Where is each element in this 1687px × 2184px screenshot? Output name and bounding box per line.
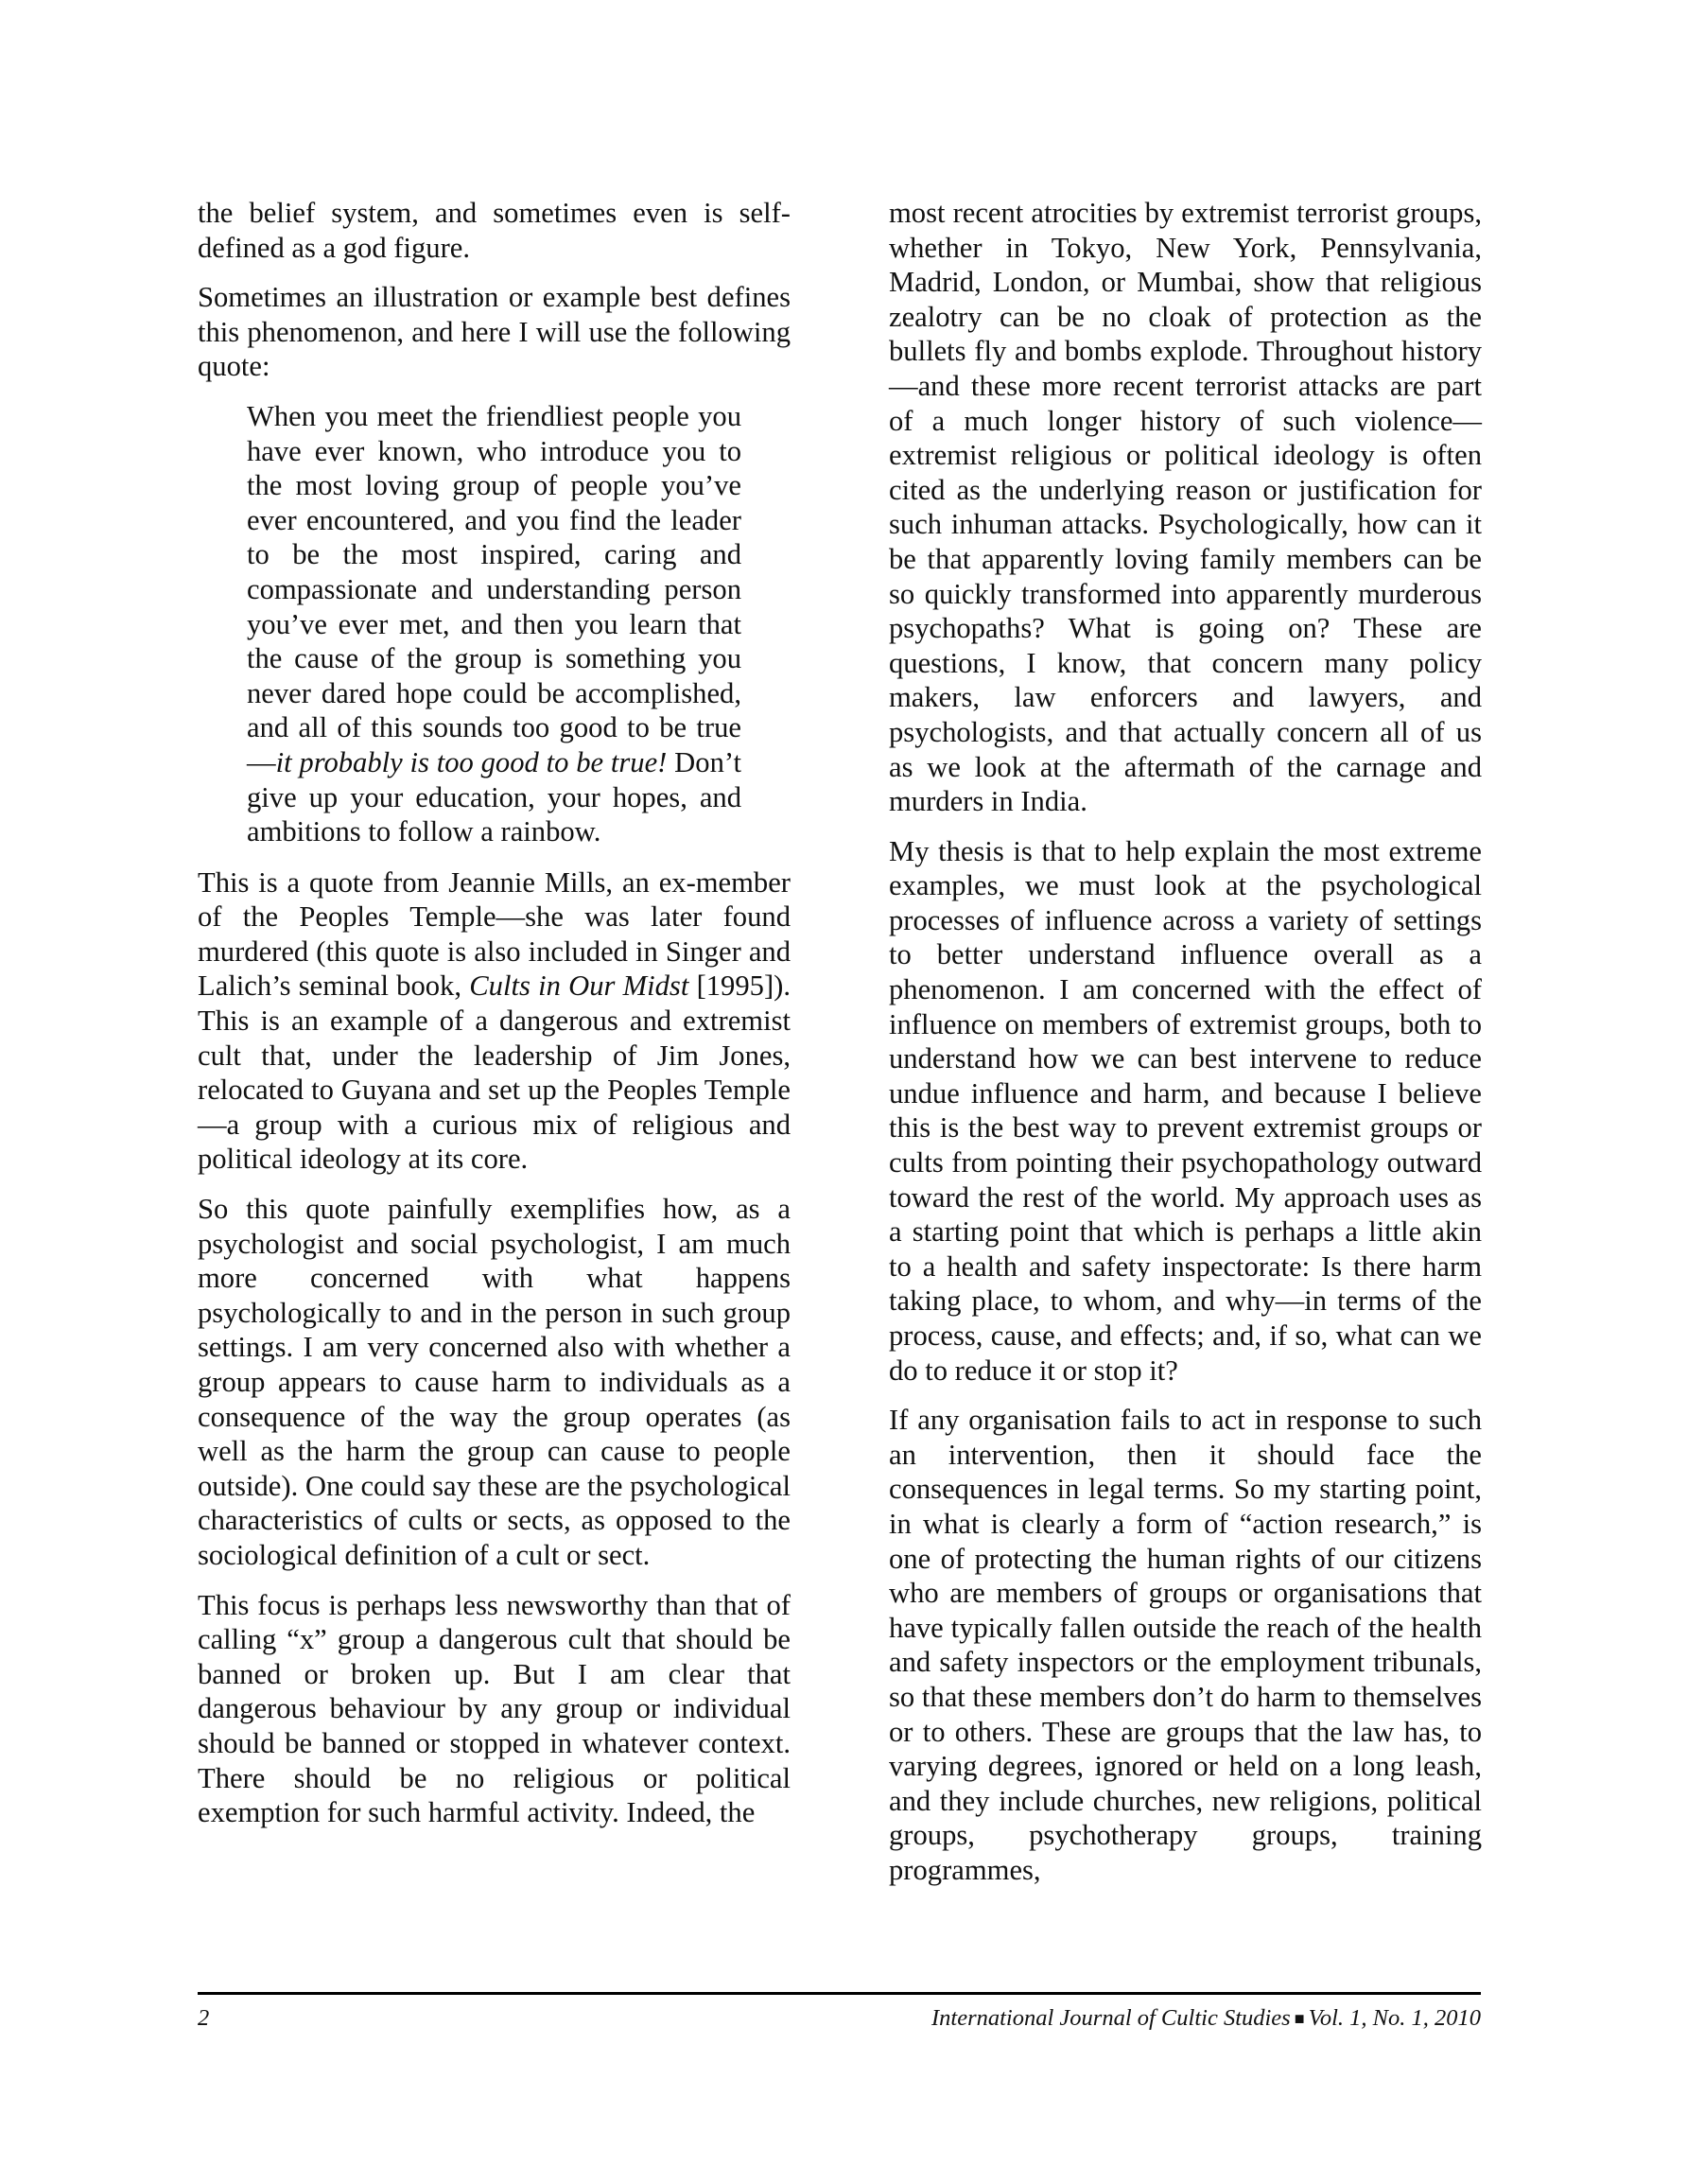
paragraph-atrocities: most recent atrocities by extremist terrorist groups, whether in Tokyo, New York, Pennsylvania, Madrid, London, or Mumbai, show that religious zealotry can be no cloak of protection as the bullets fly and bombs explode. Throughout history—and these more recent terrorist attacks are part of a much longer history of such violence—extremist religious or political ideology is often cited as the underlying reason or justification for such inhuman attacks. Psychologically, how can it be that apparently loving family members can be so quickly transformed into apparently murderous psychopaths? What is going on? These are questions, I know, that concern many policy makers, law enforcers and lawyers, and psychologists, and that actually concern all of us as we look at the aftermath of the carnage and murders in India. [889, 197, 1482, 818]
paragraph-continued: the belief system, and sometimes even is self-defined as a god figure. [198, 197, 791, 264]
paragraph-organisation: If any organisation fails to act in response to such an intervention, then it should face the consequences in legal terms. So my starting point, in what is clearly a form of “action research,” is one of protecting the human rights of our citizens who are members of groups or organisations that have typically fallen outside the reach of the health and safety inspectors or the employment tribunals, so that these members don’t do harm to themselves or to others. These are groups that the law has, to varying degrees, ignored or held on a long leash, and they include churches, new religions, political groups, psychotherapy groups, training programmes, [889, 1404, 1482, 1886]
square-separator-icon: ■ [1294, 2009, 1305, 2028]
paragraph-text: [1995]). This is an example of a dangerous and extremist cult that, under the leadership of Jim Jones, relocated to Guyana and set up the Peoples Temple—a group with a curious mix of religious and political ideology at its core. [198, 970, 791, 1176]
quote-text [247, 399, 741, 849]
quote-text-part2: Don’t give up your education, your hopes, and ambitions to follow a rainbow. [247, 745, 741, 848]
paragraph-intro-quote: Sometimes an illustration or example best defines this phenomenon, and here I will use the following quote: [198, 281, 791, 383]
quote-text-part1: When you meet the friendliest people you have ever known, who introduce you to the most loving group of people you’ve ever encountered, and you find the leader to be the most inspired, caring and compassionate and understanding person you’ve ever met, and then you learn that the cause of the group is something you never dared hope could be accomplished, and all of this sounds too good to be true— [247, 399, 741, 778]
journal-issue: Vol. 1, No. 1, 2010 [1308, 2005, 1481, 2031]
block-quote [198, 399, 741, 849]
paragraph-quote-source [198, 865, 791, 1177]
journal-title: International Journal of Cultic Studies [930, 2005, 1291, 2031]
paragraph-text: This is a quote from Jeannie Mills, an ex-member of the Peoples Temple—she was later found murdered (this quote is also included in Singer and Lalich’s seminal book, [198, 865, 791, 1003]
right-column [889, 196, 1482, 1903]
footer-divider [198, 1992, 1481, 1995]
paragraph-psychologist-concern: So this quote painfully exemplifies how, as a psychologist and social psychologist, I am much more concerned with what happens psychologically to and in the person in such group settings. I am very concerned also with whether a group appears to cause harm to individuals as a consequence of the way the group operates (as well as the harm the group can cause to people outside). One could say these are the psychological characteristics of cults or sects, as opposed to the sociological definition of a cult or sect. [198, 1193, 791, 1571]
quote-emphasis: it probably is too good to be true! [275, 745, 668, 778]
journal-citation [931, 2004, 1481, 2033]
book-title: Cults in Our Midst [469, 970, 689, 1003]
paragraph-thesis: My thesis is that to help explain the most extreme examples, we must look at the psychological processes of influence across a variety of settings to better understand influence overall as a phenomenon. I am concerned with the effect of influence on members of extremist groups, both to understand how we can best intervene to reduce undue influence and harm, and because I believe this is the best way to prevent extremist groups or cults from pointing their psychopathology outward toward the rest of the world. My approach uses as a starting point that which is perhaps a little akin to a health and safety inspectorate: Is there harm taking place, to whom, and why—in terms of the process, cause, and effects; and, if so, what can we do to reduce it or stop it? [889, 834, 1482, 1387]
paragraph-focus: This focus is perhaps less newsworthy than that of calling “x” group a dangerous cult that should be banned or broken up. But I am clear that dangerous behaviour by any group or individual should be banned or stopped in whatever context. There should be no religious or political exemption for such harmful activity. Indeed, the [198, 1588, 791, 1829]
left-column [198, 196, 791, 1845]
page-number: 2 [198, 2005, 210, 2031]
